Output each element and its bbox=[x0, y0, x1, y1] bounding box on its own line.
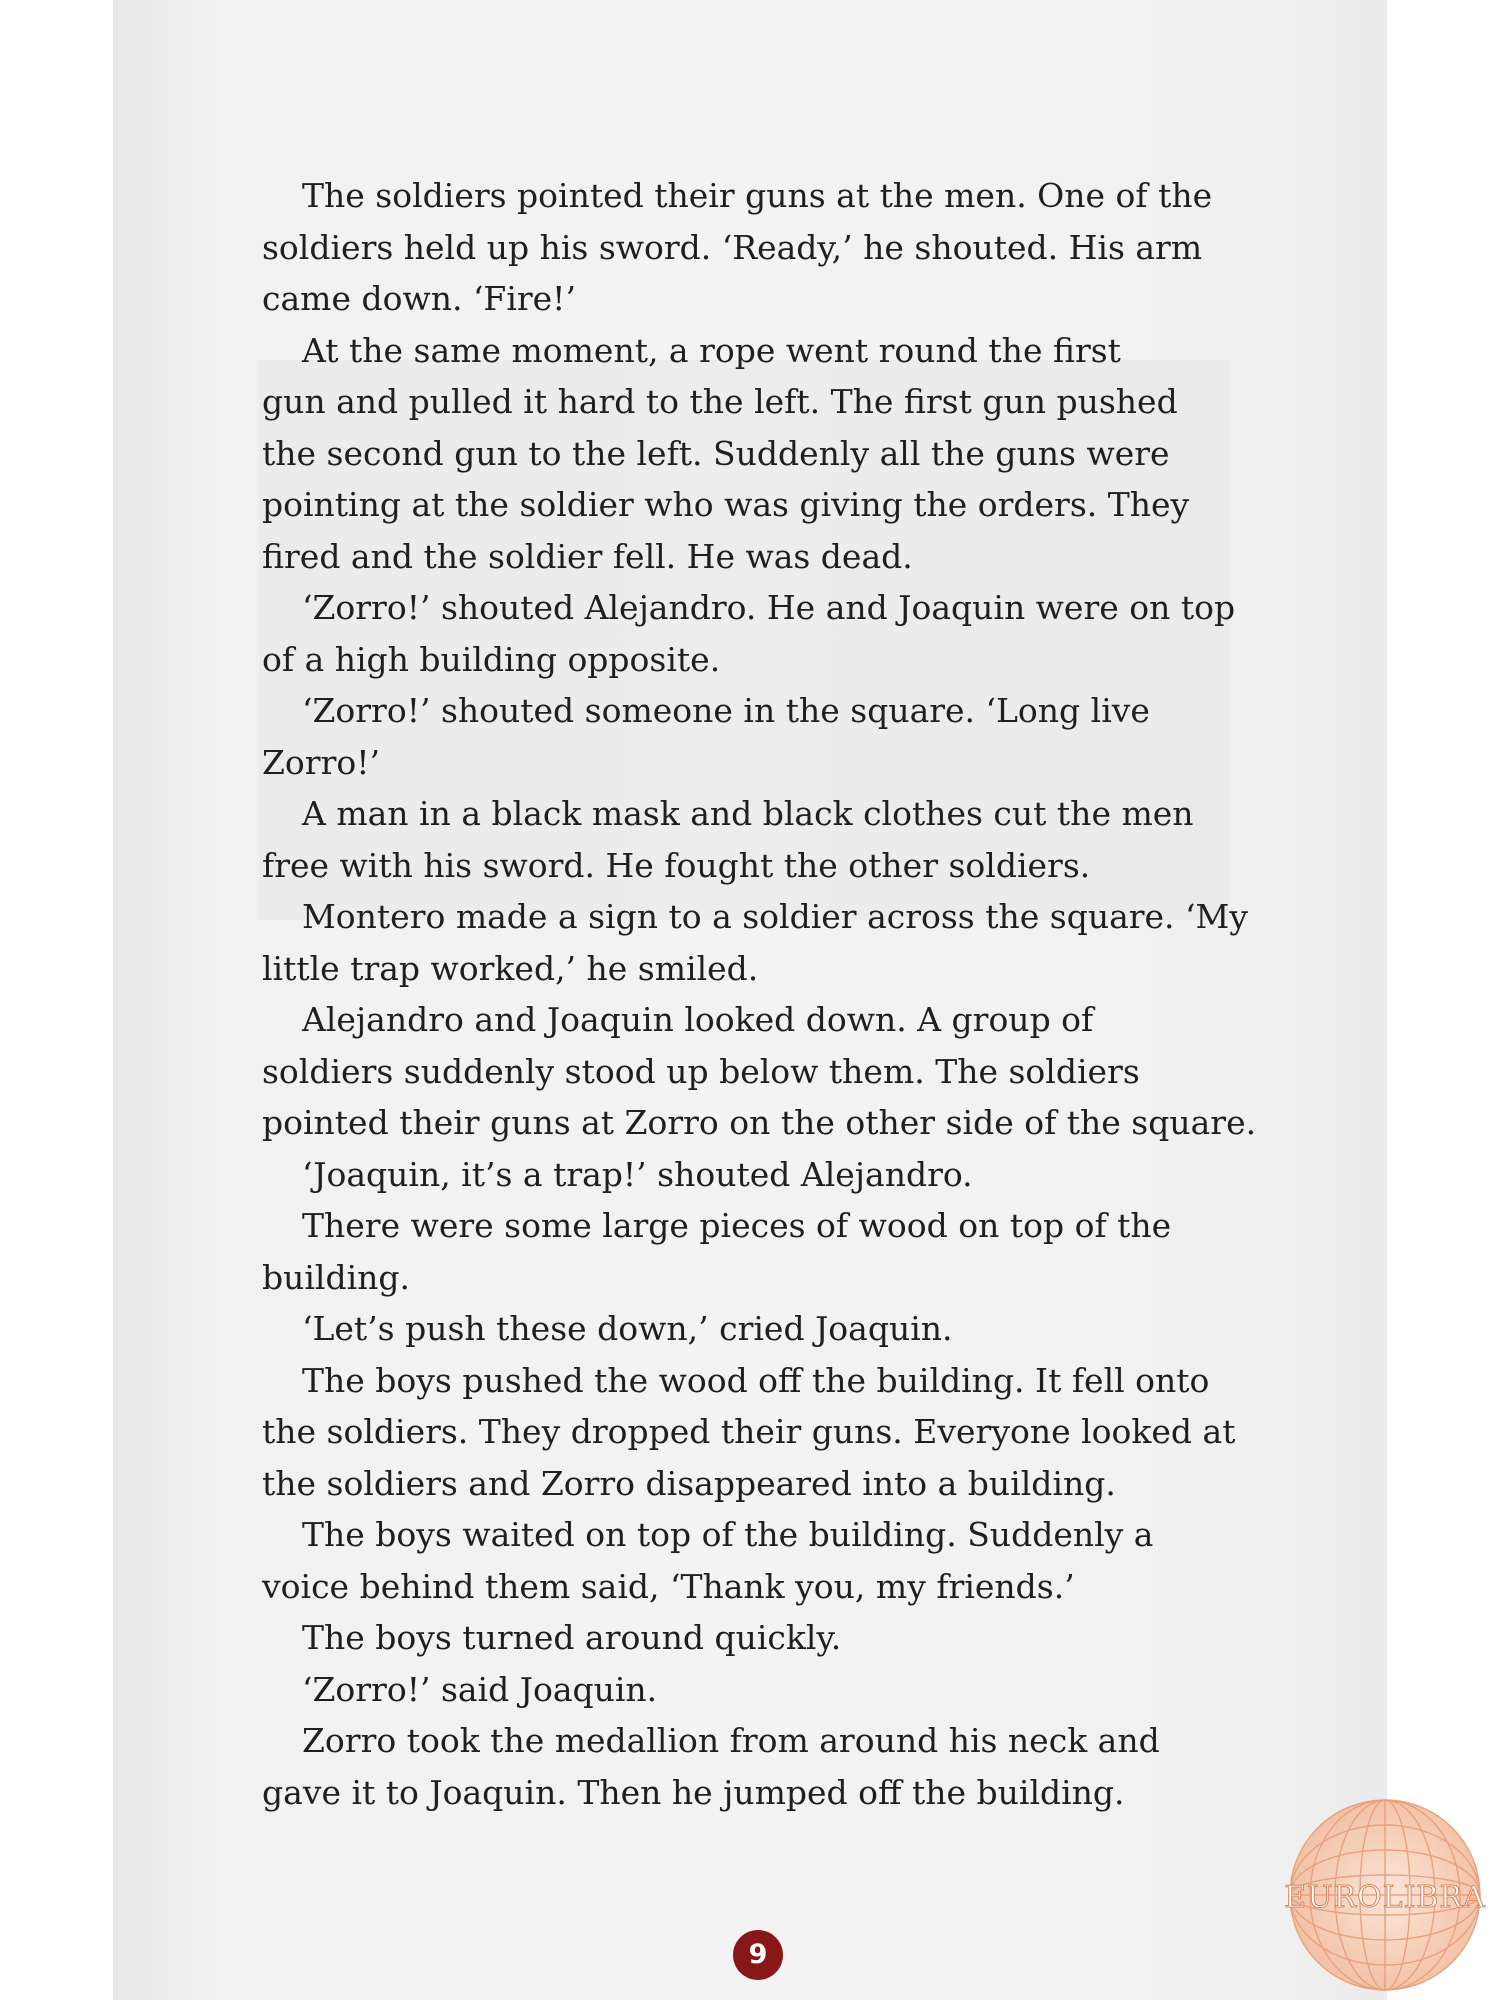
text-line: The soldiers pointed their guns at the men. One of the bbox=[302, 176, 1213, 215]
text-line: gun and pulled it hard to the left. The first gun pushed bbox=[262, 382, 1178, 421]
text-line: soldiers held up his sword. ‘Ready,’ he shouted. His arm bbox=[262, 227, 1203, 267]
text-line: free with his sword. He fought the other soldiers. bbox=[262, 845, 1091, 885]
text-line: The boys pushed the wood off the building. It fell onto bbox=[302, 1360, 1210, 1400]
text-line: Montero made a sign to a soldier across the square. ‘My bbox=[302, 897, 1248, 936]
text-line: of a high building opposite. bbox=[262, 639, 721, 679]
text-line: pointing at the soldier who was giving the orders. They bbox=[262, 485, 1190, 524]
text-line: fired and the soldier fell. He was dead. bbox=[262, 536, 913, 576]
text-line: The boys turned around quickly. bbox=[302, 1618, 842, 1657]
page-number: 9 bbox=[733, 1930, 783, 1980]
text-line: little trap worked,’ he smiled. bbox=[262, 948, 759, 988]
text-line: the second gun to the left. Suddenly all the guns were bbox=[262, 433, 1170, 473]
text-line: ‘Zorro!’ shouted Alejandro. He and Joaquin were on top bbox=[302, 588, 1236, 627]
text-line: the soldiers. They dropped their guns. Everyone looked at bbox=[262, 1412, 1236, 1451]
eurolibra-logo bbox=[1280, 1795, 1490, 1995]
text-line: came down. ‘Fire!’ bbox=[262, 279, 576, 318]
text-line: There were some large pieces of wood on top of the bbox=[302, 1206, 1172, 1245]
text-line: ‘Joaquin, it’s a trap!’ shouted Alejandro. bbox=[302, 1154, 973, 1194]
text-line: ‘Zorro!’ said Joaquin. bbox=[302, 1669, 658, 1709]
text-line: building. bbox=[262, 1257, 411, 1297]
text-line: A man in a black mask and black clothes cut the men bbox=[302, 794, 1194, 833]
svg-text:EUROLIBRA: EUROLIBRA bbox=[1284, 1880, 1486, 1915]
text-line: the soldiers and Zorro disappeared into a building. bbox=[262, 1463, 1116, 1503]
text-line: ‘Let’s push these down,’ cried Joaquin. bbox=[302, 1309, 953, 1348]
text-line: Alejandro and Joaquin looked down. A group of bbox=[302, 1000, 1094, 1039]
text-line: gave it to Joaquin. Then he jumped off the building. bbox=[262, 1772, 1125, 1812]
text-line: At the same moment, a rope went round the first bbox=[302, 330, 1121, 370]
text-line: The boys waited on top of the building. Suddenly a bbox=[302, 1515, 1154, 1554]
text-line: soldiers suddenly stood up below them. The soldiers bbox=[262, 1051, 1140, 1091]
text-line: pointed their guns at Zorro on the other side of the square. bbox=[262, 1103, 1257, 1142]
text-line: voice behind them said, ‘Thank you, my friends.’ bbox=[262, 1566, 1075, 1606]
story-text bbox=[262, 170, 1262, 1818]
text-line: Zorro!’ bbox=[262, 742, 380, 782]
text-line: Zorro took the medallion from around his neck and bbox=[302, 1721, 1160, 1760]
text-line: ‘Zorro!’ shouted someone in the square. ‘Long live bbox=[302, 691, 1150, 730]
